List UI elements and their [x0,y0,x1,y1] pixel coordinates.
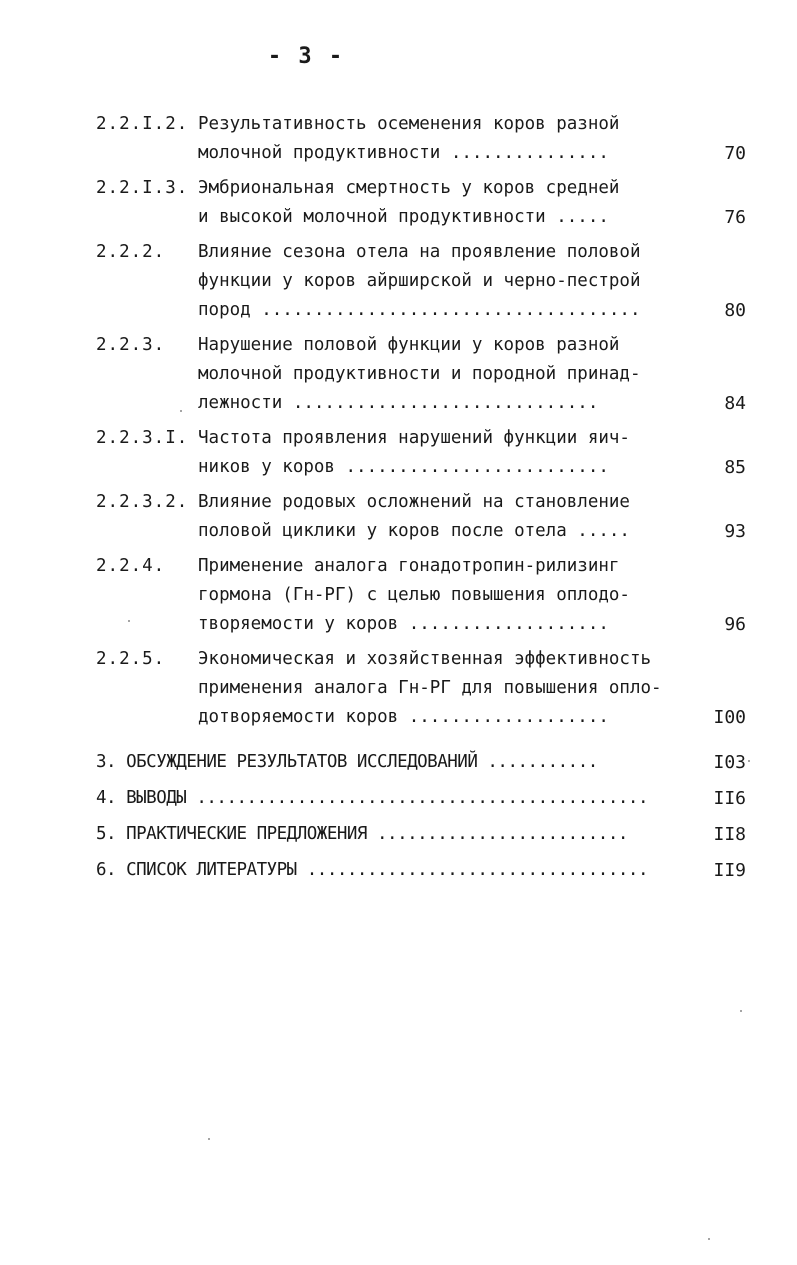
toc-entry [96,174,756,232]
page-reference: 84 [724,393,746,414]
page-reference: 70 [724,143,746,164]
section-number: 2.2.I.2. [96,114,189,134]
section-number: 2.2.3.I. [96,428,189,448]
chapter-title: 3. ОБСУЖДЕНИЕ РЕЗУЛЬТАТОВ ИССЛЕДОВАНИЙ ........... [96,752,598,772]
section-number: 2.2.2. [96,242,166,262]
section-title: Применение аналога гонадотропин-рилизинг гормона (Гн-РГ) с целью повышения оплодо- творяемости у коров ................... [198,556,630,634]
page-number: - 3 - [267,44,345,69]
page-reference: 85 [724,457,746,478]
toc-chapter [96,820,756,856]
toc-chapter [96,784,756,820]
page-reference: I00 [713,707,746,728]
section-title: Экономическая и хозяйственная эффективность применения аналога Гн-РГ для повышения опло- дотворяемости коров ................... [198,649,662,727]
scan-speck [180,410,182,412]
page-reference: 76 [724,207,746,228]
section-number: 2.2.3. [96,335,166,355]
section-title: Эмбриональная смертность у коров средней и высокой молочной продуктивности ..... [198,178,620,227]
chapter-title: 6. СПИСОК ЛИТЕРАТУРЫ .................................. [96,860,648,880]
scan-speck [740,1010,742,1012]
chapter-title: 4. ВЫВОДЫ ............................................. [96,788,648,808]
toc-entry [96,552,756,639]
section-title: Нарушение половой функции у коров разной молочной продуктивности и породной принад- лежности ............................. [198,335,641,413]
toc-chapter [96,856,756,892]
section-number: 2.2.3.2. [96,492,189,512]
section-title: Влияние родовых осложнений на становление половой циклики у коров после отела ..... [198,492,630,541]
section-number: 2.2.I.3. [96,178,189,198]
scan-speck [748,760,750,762]
page-reference: 93 [724,521,746,542]
toc-entry [96,238,756,325]
page-reference: 96 [724,614,746,635]
table-of-contents [96,110,756,892]
scan-speck [208,1138,210,1140]
toc-entry [96,110,756,168]
page-reference: 80 [724,300,746,321]
section-number: 2.2.4. [96,556,166,576]
section-number: 2.2.5. [96,649,166,669]
toc-entry [96,645,756,732]
toc-chapter [96,748,756,784]
section-title: Результативность осеменения коров разной молочной продуктивности ............... [198,114,620,163]
chapter-title: 5. ПРАКТИЧЕСКИЕ ПРЕДЛОЖЕНИЯ ......................... [96,824,628,844]
section-title: Частота проявления нарушений функции яич- ников у коров ......................... [198,428,630,477]
page-reference: II6 [713,788,746,809]
scan-speck [708,1238,710,1240]
toc-entry [96,488,756,546]
page-reference: II9 [713,860,746,881]
toc-entry [96,424,756,482]
toc-entry [96,331,756,418]
page-reference: II8 [713,824,746,845]
scan-speck [128,620,130,622]
page-reference: I03 [713,752,746,773]
section-title: Влияние сезона отела на проявление половой функции у коров айрширской и черно-пестрой пород .................................... [198,242,641,320]
